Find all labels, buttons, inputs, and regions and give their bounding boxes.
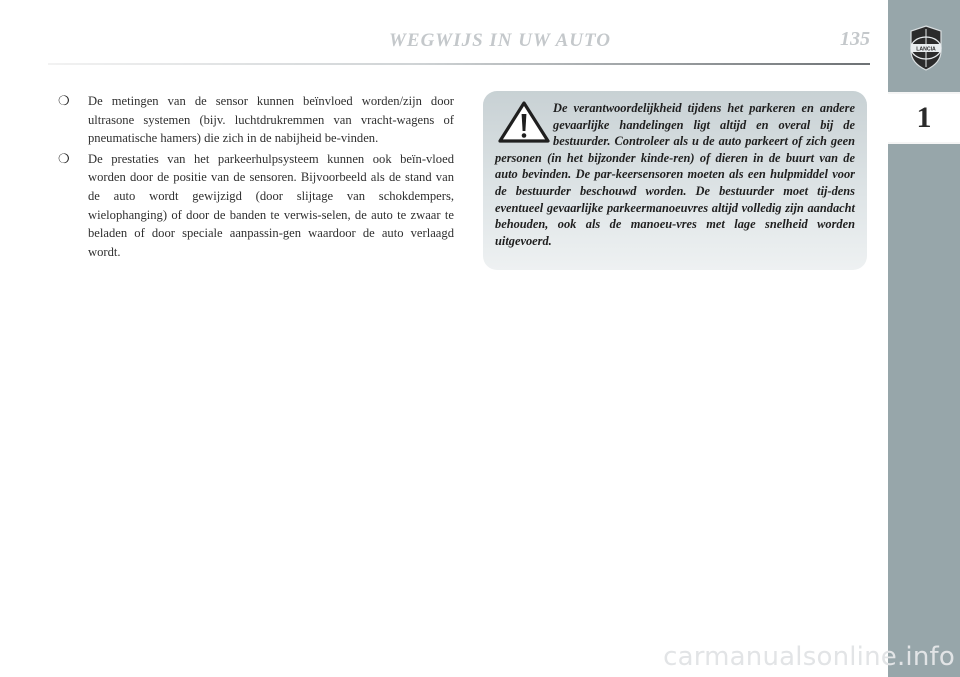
- watermark: carmanualsonline.info: [663, 642, 955, 672]
- bullet-text: De prestaties van het parkeerhulpsysteem kunnen ook beïn-vloed worden door de positie van de sensoren. Bijvoorbeeld als de stand van de auto wordt gewijzigd (door slijtage van schokdempers, wielophanging) of door de banden te verwis-selen, de auto te zwaar te beladen of door speciale aanpassin-gen waardoor de auto verlaagd wordt.: [88, 151, 454, 259]
- lancia-logo-icon: [908, 25, 944, 71]
- bullet-circle-icon: ❍: [58, 150, 70, 166]
- header-rule: [48, 63, 870, 65]
- chapter-number: 1: [916, 101, 932, 134]
- logo-text: LANCIA: [916, 46, 936, 53]
- warning-box: [483, 91, 867, 270]
- list-item: [48, 150, 454, 262]
- warning-text: De verantwoordelijkheid tijdens het parkeren en andere gevaarlijke handelingen ligt altijd en overal bij de bestuurder. Controleer als u de auto parkeert of zich geen personen (in het bijzonder kinde-ren) of dieren in de buurt van de auto bevinden. De par-keersensoren moeten als een hulpmiddel voor de bestuurder beschouwd worden. De bestuurder moet tij-dens eventueel gevaarlijke parkeermanoeuvres altijd volledig zijn aandacht behouden, ook als de manoeu-vres met lage snelheid worden uitgevoerd.: [495, 101, 855, 248]
- bullet-text: De metingen van de sensor kunnen beïnvloed worden/zijn door ultrasone systemen (bijv. luchtdrukremmen van vracht-wagens of pneumatische hamers) die zich in de nabijheid be-vinden.: [88, 94, 454, 146]
- chapter-tab[interactable]: [888, 92, 960, 144]
- warning-triangle-icon: [497, 100, 551, 144]
- page-number: 135: [840, 28, 870, 50]
- running-header-title: WEGWIJS IN UW AUTO: [389, 30, 611, 51]
- bullet-list: [48, 92, 454, 263]
- list-item: [48, 92, 454, 148]
- bullet-circle-icon: ❍: [58, 93, 70, 108]
